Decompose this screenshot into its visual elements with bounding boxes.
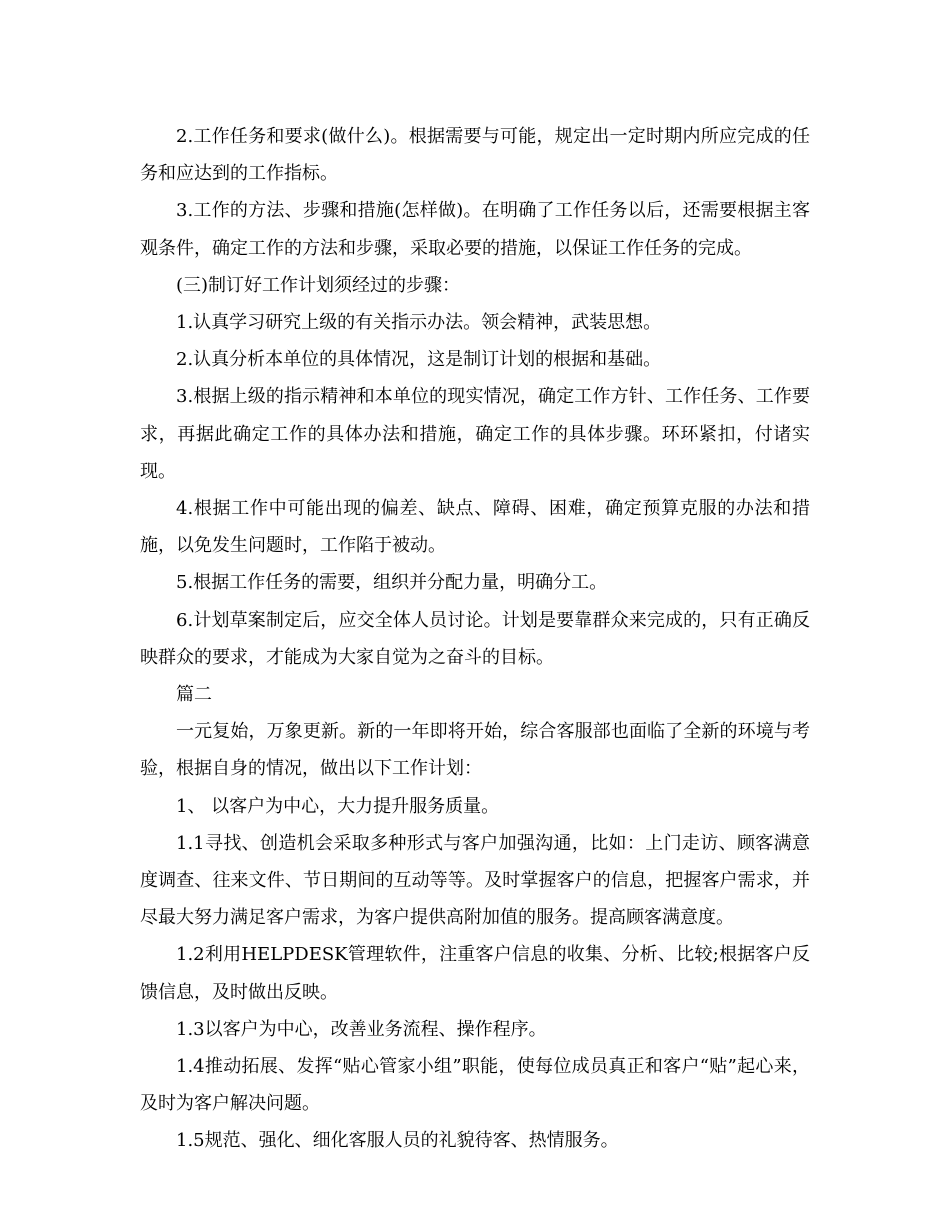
paragraph: 1.认真学习研究上级的有关指示办法。领会精神，武装思想。 bbox=[176, 312, 662, 334]
paragraph: 1.5规范、强化、细化客服人员的礼貌待客、热情服务。 bbox=[176, 1130, 619, 1152]
paragraph: 1.3以客户为中心，改善业务流程、操作程序。 bbox=[176, 1018, 547, 1040]
paragraph: 2.工作任务和要求(做什么)。根据需要与可能，规定出一定时期内所应完成的任务和应达到的工作指标。 bbox=[140, 126, 810, 185]
paragraph: 4.根据工作中可能出现的偏差、缺点、障碍、困难，确定预算克服的办法和措施，以免发生问题时，工作陷于被动。 bbox=[140, 498, 810, 557]
section-heading: (三)制订好工作计划须经过的步骤： bbox=[176, 274, 461, 296]
paragraph: 1.2利用HELPDESK管理软件，注重客户信息的收集、分析、比较;根据客户反馈信息，及时做出反映。 bbox=[140, 944, 810, 1003]
paragraph: 3.工作的方法、步骤和措施(怎样做)。在明确了工作任务以后，还需要根据主客观条件，确定工作的方法和步骤，采取必要的措施，以保证工作任务的完成。 bbox=[140, 200, 810, 259]
paragraph: 1.1寻找、创造机会采取多种形式与客户加强沟通，比如：上门走访、顾客满意度调查、往来文件、节日期间的互动等等。及时掌握客户的信息，把握客户需求，并尽最大努力满足客户需求，为客户提供高附加值的服务。提高顾客满意度。 bbox=[140, 832, 810, 929]
paragraph: 5.根据工作任务的需要，组织并分配力量，明确分工。 bbox=[176, 572, 608, 594]
paragraph: 1.4推动拓展、发挥“贴心管家小组”职能，使每位成员真正和客户“贴”起心来，及时为客户解决问题。 bbox=[140, 1056, 810, 1115]
paragraph: 3.根据上级的指示精神和本单位的现实情况，确定工作方针、工作任务、工作要求，再据此确定工作的具体办法和措施，确定工作的具体步骤。环环紧扣，付诸实现。 bbox=[140, 386, 810, 482]
section-heading: 篇二 bbox=[176, 684, 212, 706]
paragraph: 2.认真分析本单位的具体情况，这是制订计划的根据和基础。 bbox=[176, 349, 662, 371]
paragraph: 1、 以客户为中心，大力提升服务质量。 bbox=[176, 795, 500, 817]
paragraph: 6.计划草案制定后，应交全体人员讨论。计划是要靠群众来完成的，只有正确反映群众的要求，才能成为大家自觉为之奋斗的目标。 bbox=[140, 609, 810, 668]
document-page bbox=[140, 118, 810, 1160]
paragraph: 一元复始，万象更新。新的一年即将开始，综合客服部也面临了全新的环境与考验，根据自身的情况，做出以下工作计划： bbox=[140, 721, 810, 780]
